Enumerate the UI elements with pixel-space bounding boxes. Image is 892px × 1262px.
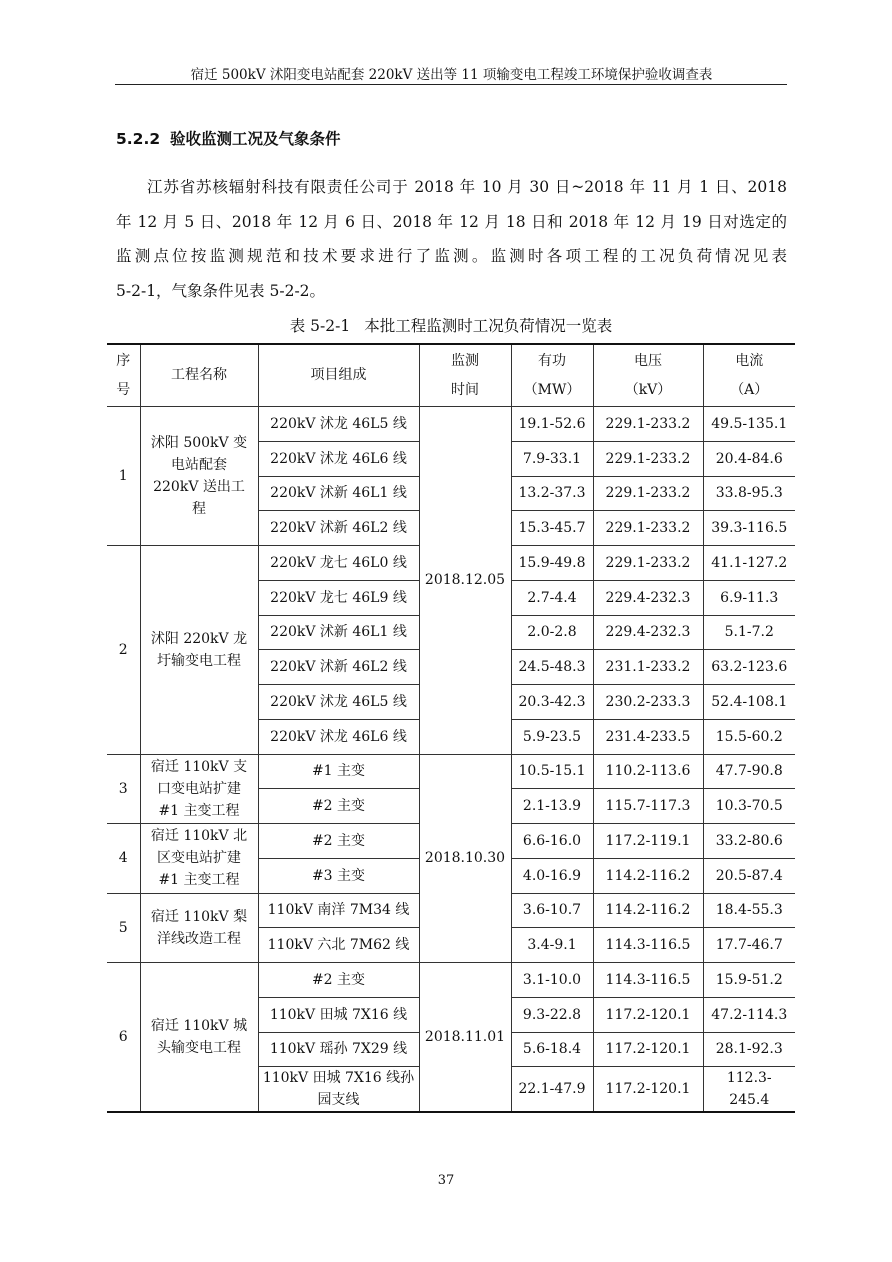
project-name: 宿迁 110kV 支 口变电站扩建 #1 主变工程 xyxy=(140,754,258,824)
component-name: 220kV 沭新 46L2 线 xyxy=(258,650,419,685)
component-name: #3 主变 xyxy=(258,858,419,893)
voltage-value: 229.4-232.3 xyxy=(593,615,703,650)
header-project-name: 工程名称 xyxy=(140,344,258,407)
paragraph-line: 监测点位按监测规范和技术要求进行了监测。监测时各项工程的工况负荷情况见表 xyxy=(116,247,787,265)
component-name: #2 主变 xyxy=(258,789,419,824)
section-heading xyxy=(116,127,341,149)
component-name: 220kV 沭龙 46L6 线 xyxy=(258,719,419,754)
current-value: 112.3-245.4 xyxy=(703,1067,795,1113)
active-value: 20.3-42.3 xyxy=(511,685,593,720)
active-value: 13.2-37.3 xyxy=(511,476,593,511)
voltage-value: 117.2-120.1 xyxy=(593,997,703,1032)
running-header: 宿迁 500kV 沭阳变电站配套 220kV 送出等 11 项输变电工程竣工环境保护验收调查表 xyxy=(190,67,713,83)
voltage-value: 117.2-119.1 xyxy=(593,824,703,859)
voltage-value: 115.7-117.3 xyxy=(593,789,703,824)
paragraph-line: 江苏省苏核辐射科技有限责任公司于 2018 年 10 月 30 日~2018 年 11 月 1 日、2018 xyxy=(147,178,787,196)
current-value: 10.3-70.5 xyxy=(703,789,795,824)
project-name: 宿迁 110kV 北 区变电站扩建 #1 主变工程 xyxy=(140,824,258,894)
project-name: 宿迁 110kV 梨 洋线改造工程 xyxy=(140,893,258,963)
voltage-value: 230.2-233.3 xyxy=(593,685,703,720)
voltage-value: 231.1-233.2 xyxy=(593,650,703,685)
active-value: 10.5-15.1 xyxy=(511,754,593,789)
row-seq: 6 xyxy=(107,963,140,1113)
voltage-value: 229.1-233.2 xyxy=(593,476,703,511)
row-seq: 5 xyxy=(107,893,140,963)
active-value: 15.9-49.8 xyxy=(511,546,593,581)
current-value: 15.5-60.2 xyxy=(703,719,795,754)
voltage-value: 117.2-120.1 xyxy=(593,1067,703,1113)
active-value: 7.9-33.1 xyxy=(511,441,593,476)
voltage-value: 231.4-233.5 xyxy=(593,719,703,754)
current-value: 63.2-123.6 xyxy=(703,650,795,685)
project-name: 沭阳 220kV 龙 圩输变电工程 xyxy=(140,546,258,755)
voltage-value: 114.2-116.2 xyxy=(593,858,703,893)
project-name: 宿迁 110kV 城 头输变电工程 xyxy=(140,963,258,1113)
voltage-value: 229.1-233.2 xyxy=(593,407,703,442)
table-row xyxy=(107,407,795,442)
active-value: 2.7-4.4 xyxy=(511,580,593,615)
table-row xyxy=(107,963,795,998)
current-value: 15.9-51.2 xyxy=(703,963,795,998)
table-header-row xyxy=(107,344,795,407)
active-value: 4.0-16.9 xyxy=(511,858,593,893)
component-name: #2 主变 xyxy=(258,824,419,859)
component-name: 220kV 沭龙 46L5 线 xyxy=(258,685,419,720)
active-value: 3.1-10.0 xyxy=(511,963,593,998)
active-value: 3.4-9.1 xyxy=(511,928,593,963)
header-active-power: 有功 （MW） xyxy=(511,344,593,407)
active-value: 2.0-2.8 xyxy=(511,615,593,650)
monitor-date: 2018.12.05 xyxy=(419,407,511,755)
current-value: 47.2-114.3 xyxy=(703,997,795,1032)
current-value: 5.1-7.2 xyxy=(703,615,795,650)
voltage-value: 229.1-233.2 xyxy=(593,441,703,476)
current-value: 33.8-95.3 xyxy=(703,476,795,511)
component-name: 220kV 沭龙 46L5 线 xyxy=(258,407,419,442)
current-value: 49.5-135.1 xyxy=(703,407,795,442)
monitor-date: 2018.10.30 xyxy=(419,754,511,963)
row-seq: 1 xyxy=(107,407,140,546)
component-name: 220kV 龙七 46L0 线 xyxy=(258,546,419,581)
voltage-value: 114.2-116.2 xyxy=(593,893,703,928)
row-seq: 2 xyxy=(107,546,140,755)
header-current: 电流 （A） xyxy=(703,344,795,407)
page-number: 37 xyxy=(437,1173,455,1188)
current-value: 20.5-87.4 xyxy=(703,858,795,893)
section-number: 5.2.2 xyxy=(116,130,161,148)
component-name: 220kV 沭新 46L2 线 xyxy=(258,511,419,546)
current-value: 33.2-80.6 xyxy=(703,824,795,859)
active-value: 2.1-13.9 xyxy=(511,789,593,824)
paragraph-line: 5-2-1，气象条件见表 5-2-2。 xyxy=(116,281,326,300)
active-value: 9.3-22.8 xyxy=(511,997,593,1032)
voltage-value: 229.4-232.3 xyxy=(593,580,703,615)
table-caption xyxy=(108,314,794,336)
current-value: 47.7-90.8 xyxy=(703,754,795,789)
active-value: 5.6-18.4 xyxy=(511,1032,593,1067)
component-name: #1 主变 xyxy=(258,754,419,789)
header-seq: 序 号 xyxy=(107,344,140,407)
component-name: 110kV 六北 7M62 线 xyxy=(258,928,419,963)
current-value: 6.9-11.3 xyxy=(703,580,795,615)
component-name: 110kV 田城 7X16 线 xyxy=(258,997,419,1032)
active-value: 24.5-48.3 xyxy=(511,650,593,685)
row-seq: 4 xyxy=(107,824,140,894)
component-name: 220kV 沭新 46L1 线 xyxy=(258,615,419,650)
row-seq: 3 xyxy=(107,754,140,824)
component-name: 110kV 南洋 7M34 线 xyxy=(258,893,419,928)
active-value: 3.6-10.7 xyxy=(511,893,593,928)
voltage-value: 117.2-120.1 xyxy=(593,1032,703,1067)
project-name: 沭阳 500kV 变 电站配套 220kV 送出工 程 xyxy=(140,407,258,546)
current-value: 17.7-46.7 xyxy=(703,928,795,963)
current-value: 41.1-127.2 xyxy=(703,546,795,581)
table-caption-title: 本批工程监测时工况负荷情况一览表 xyxy=(364,317,613,335)
voltage-value: 114.3-116.5 xyxy=(593,928,703,963)
voltage-value: 229.1-233.2 xyxy=(593,546,703,581)
active-value: 19.1-52.6 xyxy=(511,407,593,442)
current-value: 28.1-92.3 xyxy=(703,1032,795,1067)
section-title: 验收监测工况及气象条件 xyxy=(170,130,341,148)
current-value: 39.3-116.5 xyxy=(703,511,795,546)
current-value: 20.4-84.6 xyxy=(703,441,795,476)
component-name: 220kV 沭新 46L1 线 xyxy=(258,476,419,511)
active-value: 6.6-16.0 xyxy=(511,824,593,859)
paragraph-line: 年 12 月 5 日、2018 年 12 月 6 日、2018 年 12 月 18 日和 2018 年 12 月 19 日对选定的 xyxy=(116,212,787,231)
current-value: 18.4-55.3 xyxy=(703,893,795,928)
header-monitor-time: 监测 时间 xyxy=(419,344,511,407)
header-divider xyxy=(115,84,787,85)
header-voltage: 电压 （kV） xyxy=(593,344,703,407)
component-name: #2 主变 xyxy=(258,963,419,998)
body-paragraph xyxy=(116,170,787,308)
component-name: 220kV 龙七 46L9 线 xyxy=(258,580,419,615)
voltage-value: 114.3-116.5 xyxy=(593,963,703,998)
load-conditions-table xyxy=(107,343,795,1113)
component-name: 110kV 瑶孙 7X29 线 xyxy=(258,1032,419,1067)
voltage-value: 110.2-113.6 xyxy=(593,754,703,789)
component-name: 220kV 沭龙 46L6 线 xyxy=(258,441,419,476)
table-row xyxy=(107,754,795,789)
active-value: 5.9-23.5 xyxy=(511,719,593,754)
active-value: 22.1-47.9 xyxy=(511,1067,593,1113)
component-name: 110kV 田城 7X16 线孙 园支线 xyxy=(258,1067,419,1113)
voltage-value: 229.1-233.2 xyxy=(593,511,703,546)
monitor-date: 2018.11.01 xyxy=(419,963,511,1113)
header-component: 项目组成 xyxy=(258,344,419,407)
table-caption-number: 表 5-2-1 xyxy=(289,317,351,335)
active-value: 15.3-45.7 xyxy=(511,511,593,546)
current-value: 52.4-108.1 xyxy=(703,685,795,720)
